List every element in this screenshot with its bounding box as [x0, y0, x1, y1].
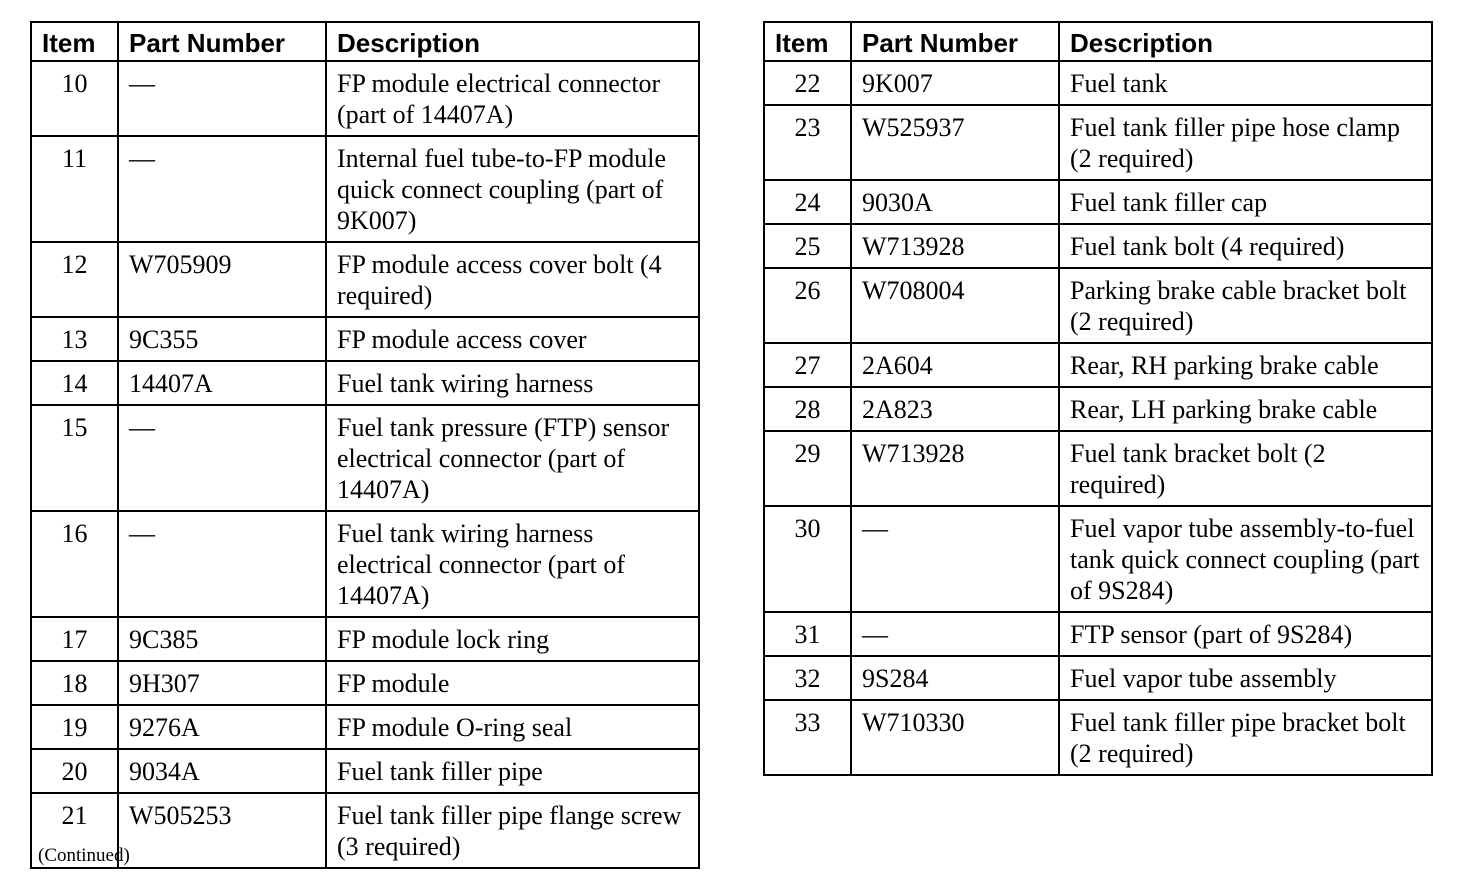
part-number-cell: — — [851, 506, 1059, 612]
column-header-item: Item — [31, 22, 118, 61]
description-cell: Fuel tank bolt (4 required) — [1059, 224, 1432, 268]
description-cell: Fuel vapor tube assembly — [1059, 656, 1432, 700]
description-cell: Rear, LH parking brake cable — [1059, 387, 1432, 431]
item-cell: 19 — [31, 705, 118, 749]
item-cell: 26 — [764, 268, 851, 343]
table-row — [764, 387, 1432, 431]
item-cell: 22 — [764, 61, 851, 105]
item-cell: 15 — [31, 405, 118, 511]
table-row — [764, 61, 1432, 105]
table-row — [31, 61, 699, 136]
description-cell: Internal fuel tube-to-FP module quick connect coupling (part of 9K007) — [326, 136, 699, 242]
item-cell: 28 — [764, 387, 851, 431]
table-row — [764, 506, 1432, 612]
part-number-cell: 2A604 — [851, 343, 1059, 387]
description-cell: FP module access cover — [326, 317, 699, 361]
table-row — [31, 705, 699, 749]
parts-table-left — [30, 21, 700, 869]
description-cell: Rear, RH parking brake cable — [1059, 343, 1432, 387]
part-number-cell: — — [118, 61, 326, 136]
description-cell: Fuel tank bracket bolt (2 required) — [1059, 431, 1432, 506]
description-cell: Fuel tank filler pipe — [326, 749, 699, 793]
table-row — [31, 661, 699, 705]
part-number-cell: 14407A — [118, 361, 326, 405]
description-cell: FP module electrical connector (part of 14407A) — [326, 61, 699, 136]
part-number-cell: 9276A — [118, 705, 326, 749]
table-row — [764, 180, 1432, 224]
description-cell: Fuel tank — [1059, 61, 1432, 105]
continued-note: (Continued) — [38, 845, 130, 866]
table-row — [31, 793, 699, 868]
table-row — [764, 224, 1432, 268]
table-row — [31, 361, 699, 405]
column-header-part-number: Part Number — [118, 22, 326, 61]
description-cell: FP module access cover bolt (4 required) — [326, 242, 699, 317]
part-number-cell: W710330 — [851, 700, 1059, 775]
description-cell: Fuel tank filler pipe hose clamp (2 required) — [1059, 105, 1432, 180]
part-number-cell: W713928 — [851, 224, 1059, 268]
part-number-cell: 9C355 — [118, 317, 326, 361]
item-cell: 25 — [764, 224, 851, 268]
item-cell: 33 — [764, 700, 851, 775]
part-number-cell: 9C385 — [118, 617, 326, 661]
part-number-cell: W525937 — [851, 105, 1059, 180]
item-cell: 30 — [764, 506, 851, 612]
table-row — [764, 700, 1432, 775]
part-number-cell: — — [118, 511, 326, 617]
table-row — [764, 343, 1432, 387]
part-number-cell: — — [118, 136, 326, 242]
table-row — [764, 656, 1432, 700]
item-cell: 20 — [31, 749, 118, 793]
column-header-part-number: Part Number — [851, 22, 1059, 61]
table-row — [31, 317, 699, 361]
item-cell: 16 — [31, 511, 118, 617]
part-number-cell: W705909 — [118, 242, 326, 317]
item-cell: 29 — [764, 431, 851, 506]
table-row — [31, 511, 699, 617]
description-cell: Fuel tank filler pipe bracket bolt (2 required) — [1059, 700, 1432, 775]
item-cell: 10 — [31, 61, 118, 136]
description-cell: Fuel tank wiring harness — [326, 361, 699, 405]
column-header-description: Description — [1059, 22, 1432, 61]
table-row — [764, 105, 1432, 180]
description-cell: Fuel tank filler cap — [1059, 180, 1432, 224]
item-cell: 18 — [31, 661, 118, 705]
part-number-cell: 9S284 — [851, 656, 1059, 700]
description-cell: Fuel vapor tube assembly-to-fuel tank quick connect coupling (part of 9S284) — [1059, 506, 1432, 612]
part-number-cell: W708004 — [851, 268, 1059, 343]
part-number-cell: 9034A — [118, 749, 326, 793]
column-header-description: Description — [326, 22, 699, 61]
description-cell: Parking brake cable bracket bolt (2 required) — [1059, 268, 1432, 343]
part-number-cell: — — [851, 612, 1059, 656]
item-cell: 23 — [764, 105, 851, 180]
part-number-cell: 2A823 — [851, 387, 1059, 431]
table-row — [764, 612, 1432, 656]
description-cell: Fuel tank wiring harness electrical connector (part of 14407A) — [326, 511, 699, 617]
parts-table-right — [763, 21, 1433, 776]
part-number-cell: 9030A — [851, 180, 1059, 224]
item-cell: 31 — [764, 612, 851, 656]
table-header-row — [31, 22, 699, 61]
part-number-cell: W713928 — [851, 431, 1059, 506]
part-number-cell: 9K007 — [851, 61, 1059, 105]
description-cell: FTP sensor (part of 9S284) — [1059, 612, 1432, 656]
item-cell: 11 — [31, 136, 118, 242]
table-row — [764, 431, 1432, 506]
item-cell: 27 — [764, 343, 851, 387]
table-row — [31, 242, 699, 317]
table-header-row — [764, 22, 1432, 61]
description-cell: FP module O-ring seal — [326, 705, 699, 749]
item-cell: 32 — [764, 656, 851, 700]
item-cell: 24 — [764, 180, 851, 224]
item-cell: 14 — [31, 361, 118, 405]
item-cell: 21 — [31, 793, 118, 868]
item-cell: 13 — [31, 317, 118, 361]
table-row — [31, 405, 699, 511]
table-row — [31, 617, 699, 661]
description-cell: FP module lock ring — [326, 617, 699, 661]
description-cell: FP module — [326, 661, 699, 705]
description-cell: Fuel tank filler pipe flange screw (3 required) — [326, 793, 699, 868]
table-row — [764, 268, 1432, 343]
part-number-cell: — — [118, 405, 326, 511]
table-row — [31, 136, 699, 242]
item-cell: 17 — [31, 617, 118, 661]
part-number-cell: 9H307 — [118, 661, 326, 705]
item-cell: 12 — [31, 242, 118, 317]
column-header-item: Item — [764, 22, 851, 61]
description-cell: Fuel tank pressure (FTP) sensor electrical connector (part of 14407A) — [326, 405, 699, 511]
table-row — [31, 749, 699, 793]
part-number-cell: W505253 — [118, 793, 326, 868]
